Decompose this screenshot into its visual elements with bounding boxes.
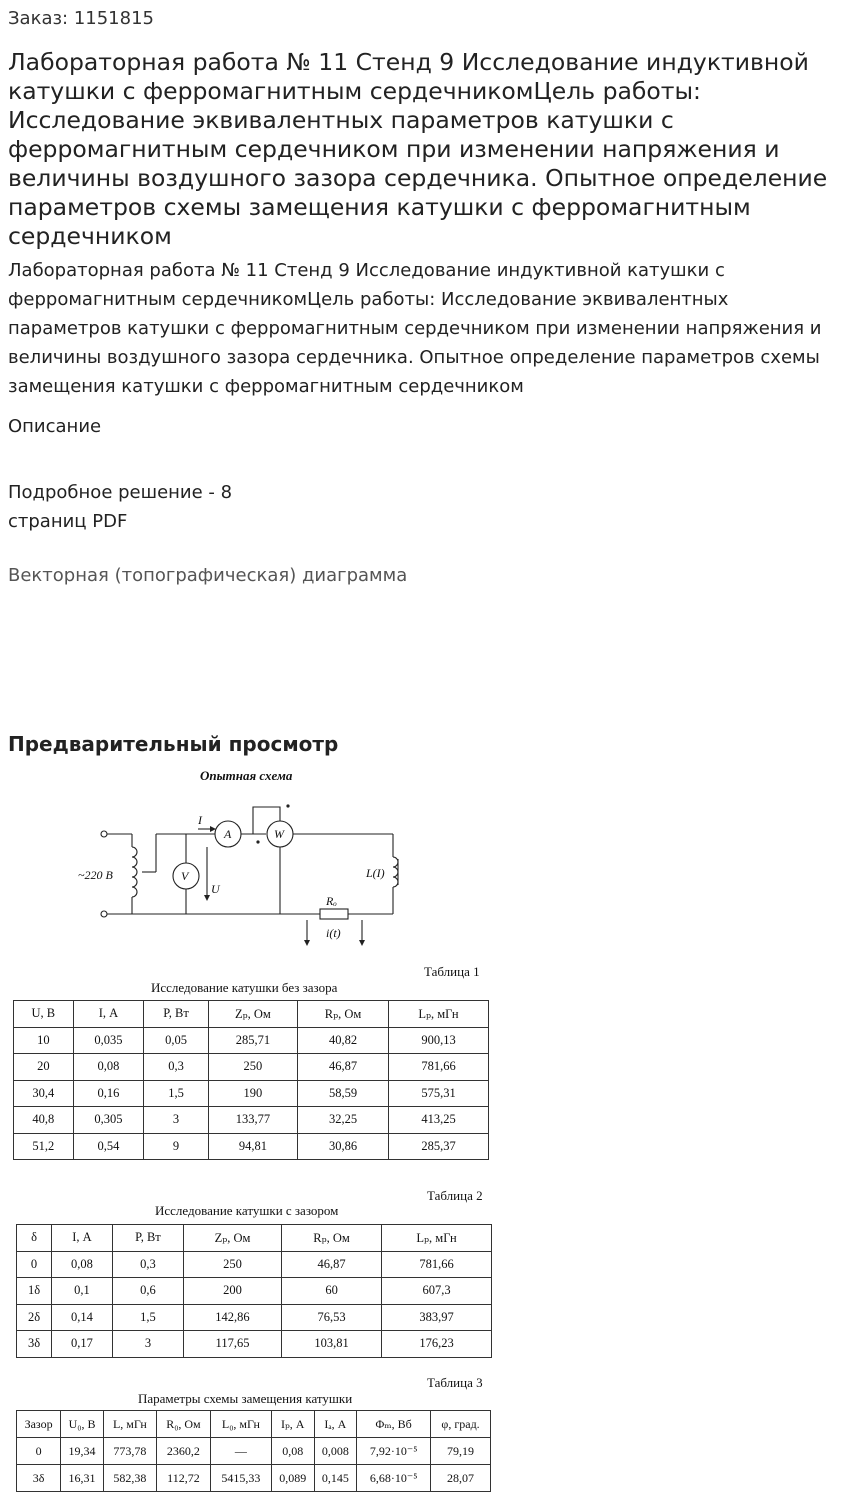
table3-cell: 19,34 (61, 1438, 104, 1465)
table2-header: Lₚ, мГн (382, 1225, 492, 1252)
table1-cell: 575,31 (389, 1080, 489, 1107)
table3-cell: 79,19 (431, 1438, 491, 1465)
table3-cell: 28,07 (431, 1465, 491, 1492)
table1-cell: 9 (144, 1133, 209, 1160)
table2-cell: 3δ (17, 1331, 52, 1358)
table1-header: U, В (14, 1001, 74, 1028)
table2-row (17, 1331, 492, 1358)
table2-header: Zₚ, Ом (183, 1225, 281, 1252)
table1-row (14, 1133, 489, 1160)
table2-cell: 250 (183, 1251, 281, 1278)
solution-line-1: Подробное решение - 8 (8, 482, 233, 503)
table1-cell: 133,77 (208, 1107, 297, 1134)
wattmeter-label: W (274, 827, 284, 841)
table1-cell: 0,08 (73, 1054, 144, 1081)
table3-header-row (17, 1411, 491, 1438)
resistor (320, 909, 348, 919)
table3-cell: 582,38 (103, 1465, 156, 1492)
table3-header: Iₐ, А (314, 1411, 357, 1438)
table1-header: Rₚ, Ом (298, 1001, 389, 1028)
table2-cell: 142,86 (183, 1304, 281, 1331)
table3-cell: 0 (17, 1438, 61, 1465)
circuit-diagram (70, 795, 430, 955)
table2-cell: 3 (112, 1331, 183, 1358)
table2-caption: Исследование катушки с зазором (155, 1203, 339, 1218)
table3-header: Iₚ, А (271, 1411, 314, 1438)
table2-cell: 383,97 (382, 1304, 492, 1331)
page-subtitle: Лабораторная работа № 11 Стенд 9 Исследование индуктивной катушки с ферромагнитным сердечникомЦель работы: Исследование эквивалентных параметров катушки с ферромагнитным сердечником при изменении напряжения и величины воздушного зазора сердечника. Опытное определение параметров схемы замещения катушки с ферромагнитным сердечником (8, 260, 822, 397)
table2-row (17, 1251, 492, 1278)
solution-info (8, 478, 232, 536)
table3-cell: — (210, 1438, 271, 1465)
table1-cell: 30,86 (298, 1133, 389, 1160)
table1 (13, 1000, 489, 1160)
table3-cell: 0,145 (314, 1465, 357, 1492)
ammeter-label: A (224, 827, 232, 841)
table2-header: P, Вт (112, 1225, 183, 1252)
table2-cell: 46,87 (282, 1251, 382, 1278)
table2-cell: 0,14 (52, 1304, 113, 1331)
page-title: Лабораторная работа № 11 Стенд 9 Исследование индуктивной катушки с ферромагнитным сердечникомЦель работы: Исследование эквивалентных параметров катушки с ферромагнитным сердечником при изменении напряжения и величины воздушного зазора сердечника. Опытное определение параметров схемы замещения катушки с ферромагнитным сердечником (8, 48, 828, 250)
table2-row (17, 1304, 492, 1331)
resistor-label: Rₒ (326, 894, 337, 908)
table3-cell: 7,92·10⁻⁵ (357, 1438, 431, 1465)
table2-header: I, А (52, 1225, 113, 1252)
table3-cell: 0,08 (271, 1438, 314, 1465)
table1-cell: 0,035 (73, 1027, 144, 1054)
table2-cell: 200 (183, 1278, 281, 1305)
table1-row (14, 1107, 489, 1134)
coil-label: L(I) (366, 866, 385, 880)
table1-header: Zₚ, Ом (208, 1001, 297, 1028)
table2-cell: 0,6 (112, 1278, 183, 1305)
preview-heading: Предварительный просмотр (8, 732, 339, 756)
table2-header: Rₚ, Ом (282, 1225, 382, 1252)
table2-cell: 60 (282, 1278, 382, 1305)
table2-cell: 0,1 (52, 1278, 113, 1305)
table3-cell: 16,31 (61, 1465, 104, 1492)
vector-diagram-link[interactable]: Векторная (топографическая) диаграмма (8, 565, 408, 586)
table1-caption: Исследование катушки без зазора (151, 980, 338, 995)
table1-cell: 3 (144, 1107, 209, 1134)
table3-header: φ, град. (431, 1411, 491, 1438)
table3-header: U₀, В (61, 1411, 104, 1438)
table2-cell: 76,53 (282, 1304, 382, 1331)
voltmeter-label: V (181, 869, 189, 883)
table1-cell: 40,8 (14, 1107, 74, 1134)
solution-line-2: страниц PDF (8, 511, 128, 532)
table3-cell: 0,008 (314, 1438, 357, 1465)
table2-cell: 103,81 (282, 1331, 382, 1358)
table1-cell: 51,2 (14, 1133, 74, 1160)
table3-cell: 773,78 (103, 1438, 156, 1465)
table1-number: Таблица 1 (424, 964, 480, 979)
table1-cell: 1,5 (144, 1080, 209, 1107)
table2-cell: 0,17 (52, 1331, 113, 1358)
table3-header: Φₘ, Вб (357, 1411, 431, 1438)
table1-cell: 30,4 (14, 1080, 74, 1107)
table1-cell: 285,37 (389, 1133, 489, 1160)
order-number: Заказ: 1151815 (8, 8, 154, 29)
table1-cell: 10 (14, 1027, 74, 1054)
autotransformer (132, 847, 137, 897)
table2-cell: 1,5 (112, 1304, 183, 1331)
table2-header: δ (17, 1225, 52, 1252)
table2-header-row (17, 1225, 492, 1252)
table3-cell: 112,72 (156, 1465, 210, 1492)
table1-cell: 0,05 (144, 1027, 209, 1054)
schema-title: Опытная схема (200, 768, 293, 783)
table1-cell: 0,305 (73, 1107, 144, 1134)
table3-cell: 6,68·10⁻⁵ (357, 1465, 431, 1492)
table2 (16, 1224, 492, 1358)
table3-cell: 0,089 (271, 1465, 314, 1492)
table1-cell: 190 (208, 1080, 297, 1107)
table1-cell: 40,82 (298, 1027, 389, 1054)
table2-cell: 0,08 (52, 1251, 113, 1278)
coil (393, 857, 398, 887)
terminal-bottom (101, 911, 107, 917)
table3-row (17, 1465, 491, 1492)
table1-cell: 32,25 (298, 1107, 389, 1134)
table2-cell: 607,3 (382, 1278, 492, 1305)
table1-header-row (14, 1001, 489, 1028)
resistor-current-label: i(t) (326, 926, 341, 940)
table1-row (14, 1027, 489, 1054)
description-label: Описание (8, 416, 102, 437)
table1-header: I, А (73, 1001, 144, 1028)
table1-cell: 250 (208, 1054, 297, 1081)
table2-row (17, 1278, 492, 1305)
table2-cell: 0 (17, 1251, 52, 1278)
table1-cell: 0,3 (144, 1054, 209, 1081)
table3-header: R₀, Ом (156, 1411, 210, 1438)
table1-cell: 781,66 (389, 1054, 489, 1081)
table2-cell: 2δ (17, 1304, 52, 1331)
table1-row (14, 1080, 489, 1107)
table1-cell: 58,59 (298, 1080, 389, 1107)
table2-cell: 176,23 (382, 1331, 492, 1358)
table3-header: L₀, мГн (210, 1411, 271, 1438)
table1-cell: 413,25 (389, 1107, 489, 1134)
table1-cell: 46,87 (298, 1054, 389, 1081)
table1-cell: 900,13 (389, 1027, 489, 1054)
table3-cell: 3δ (17, 1465, 61, 1492)
source-label: ~220 В (78, 868, 113, 882)
table3-header: L, мГн (103, 1411, 156, 1438)
current-label: I (198, 813, 202, 827)
table3-cell: 5415,33 (210, 1465, 271, 1492)
table2-cell: 117,65 (183, 1331, 281, 1358)
table3-number: Таблица 3 (427, 1375, 483, 1390)
table3-cell: 2360,2 (156, 1438, 210, 1465)
table1-cell: 0,54 (73, 1133, 144, 1160)
table1-cell: 285,71 (208, 1027, 297, 1054)
table1-header: Lₚ, мГн (389, 1001, 489, 1028)
table3 (16, 1410, 491, 1492)
table3-row (17, 1438, 491, 1465)
table1-cell: 20 (14, 1054, 74, 1081)
table3-caption: Параметры схемы замещения катушки (138, 1391, 353, 1406)
table2-cell: 0,3 (112, 1251, 183, 1278)
voltage-label: U (211, 882, 220, 896)
table2-cell: 1δ (17, 1278, 52, 1305)
table1-cell: 94,81 (208, 1133, 297, 1160)
table1-header: P, Вт (144, 1001, 209, 1028)
table2-number: Таблица 2 (427, 1188, 483, 1203)
terminal-top (101, 831, 107, 837)
table1-cell: 0,16 (73, 1080, 144, 1107)
table2-cell: 781,66 (382, 1251, 492, 1278)
table1-row (14, 1054, 489, 1081)
table3-header: Зазор (17, 1411, 61, 1438)
